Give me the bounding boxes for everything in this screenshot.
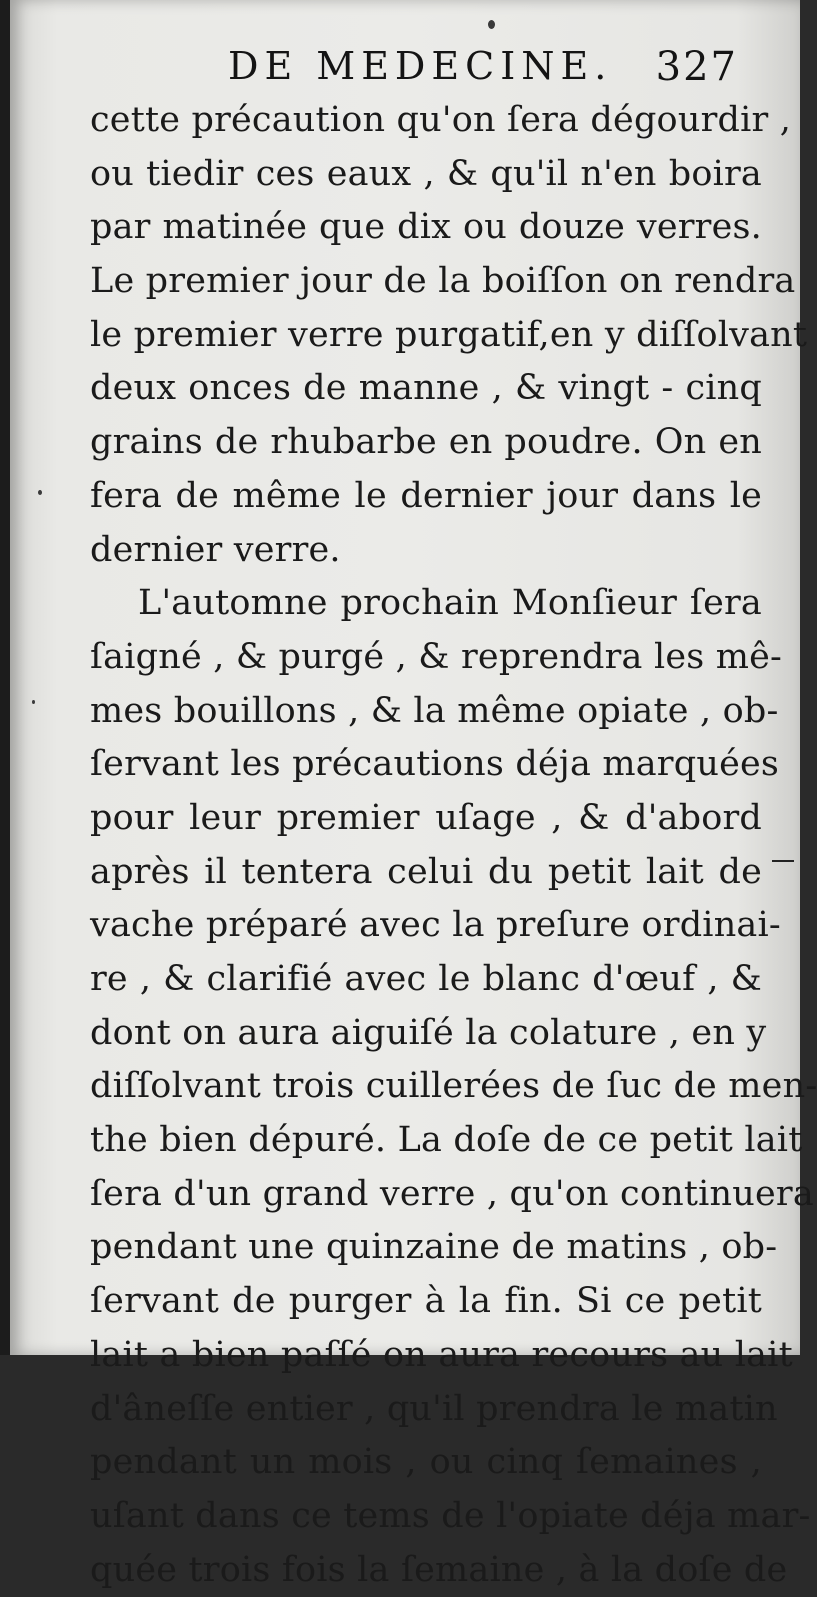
text-line: grains de rhubarbe en poudre. On en (90, 422, 762, 463)
text-line: deux onces de manne , & vingt - cinq (90, 368, 762, 409)
paragraph-end-line: dernier verre. (90, 529, 341, 570)
text-line: par matinée que dix ou douze verres. (90, 207, 762, 248)
text-line: pendant une quinzaine de matins , ob- (90, 1227, 778, 1268)
text-line: re , & clarifié avec le blanc d'œuf , & (90, 959, 762, 999)
text-line: ſera d'un grand verre , qu'on continuera (90, 1173, 814, 1214)
text-line: ſervant les précautions déja marquées (90, 744, 780, 785)
text-line: Le premier jour de la boiſſon on rendra (90, 261, 796, 302)
text-line: pendant un mois , ou cinq ſemaines , (90, 1442, 762, 1483)
text-line: après il tentera celui du petit lait de (90, 851, 762, 892)
text-line: quée trois fois la ſemaine , à la doſe de (90, 1549, 788, 1590)
text-line: dont on aura aiguiſé la colature , en y (90, 1012, 767, 1053)
text-line: ſaigné , & purgé , & reprendra les mê- (90, 636, 783, 677)
text-line: uſant dans ce tems de l'opiate déja mar- (90, 1495, 811, 1536)
text-line: ſervant de purger à la fin. Si ce petit (90, 1281, 762, 1322)
running-head: DE MEDECINE. (228, 44, 613, 88)
text-line: the bien dépuré. La doſe de ce petit lait (90, 1120, 803, 1161)
text-line: diſſolvant trois cuillerées de ſuc de men- (90, 1066, 817, 1107)
ink-speck (488, 20, 495, 29)
text-line: fera de même le dernier jour dans le (90, 475, 762, 516)
text-line: le premier verre purgatif,en y diſſolvant (90, 314, 808, 355)
ink-speck (38, 490, 42, 495)
paragraph-start-line: L'automne prochain Monſieur ſera (138, 583, 762, 624)
page-header (10, 44, 800, 100)
text-line: mes bouillons , & la même opiate , ob- (90, 690, 779, 731)
text-line: vache préparé avec la preſure ordinai- (90, 905, 781, 946)
body-text (90, 94, 817, 1597)
text-line: cette précaution qu'on ſera dégourdir , (90, 100, 792, 140)
ink-speck (32, 700, 35, 704)
book-page (10, 0, 817, 1590)
page-number: 327 (655, 44, 738, 90)
margin-mark (772, 860, 794, 862)
text-line: pour leur premier uſage , & d'abord (90, 797, 762, 838)
text-line: lait a bien paſſé on aura recours au lait (90, 1334, 793, 1375)
text-line: ou tiedir ces eaux , & qu'il n'en boira (90, 153, 762, 194)
text-line: d'âneſſe entier , qu'il prendra le matin (90, 1388, 778, 1429)
